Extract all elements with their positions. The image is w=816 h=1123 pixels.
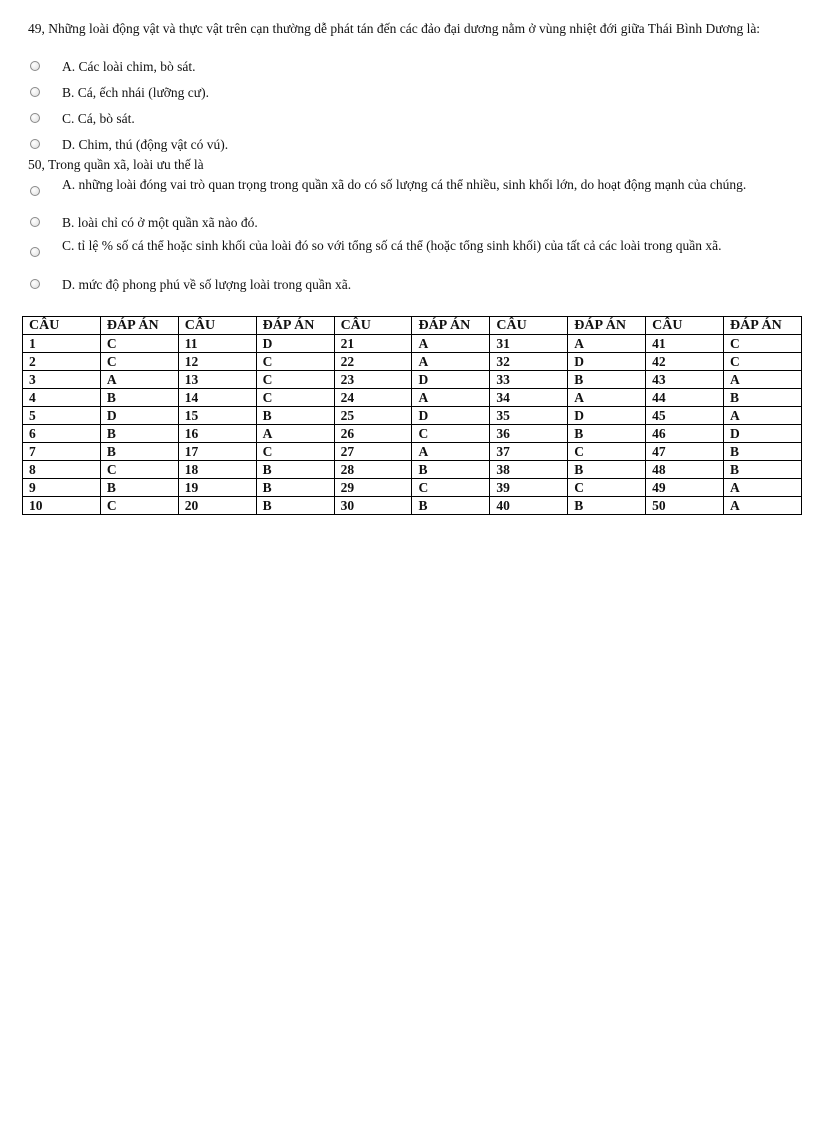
question-number-cell: 40 — [490, 497, 568, 515]
question-number-cell: 41 — [646, 335, 724, 353]
question-number-cell: 45 — [646, 407, 724, 425]
option-label: C. tỉ lệ % số cá thể hoặc sinh khối của loài đó so với tổng số cá thể (hoặc tổng sinh khối) của tất cả các loài trong quần xã. — [62, 238, 722, 253]
table-row — [23, 443, 802, 461]
answer-cell: D — [568, 353, 646, 371]
answer-cell: C — [724, 335, 802, 353]
question-number-cell: 36 — [490, 425, 568, 443]
answer-cell: B — [568, 497, 646, 515]
answer-cell: C — [412, 479, 490, 497]
question-number-cell: 44 — [646, 389, 724, 407]
question-number-cell: 35 — [490, 407, 568, 425]
question-number-cell: 13 — [178, 371, 256, 389]
question-number-cell: 23 — [334, 371, 412, 389]
question-number-cell: 5 — [23, 407, 101, 425]
question-number-cell: 32 — [490, 353, 568, 371]
answer-cell: C — [568, 443, 646, 461]
question-number-cell: 22 — [334, 353, 412, 371]
radio-button-icon[interactable] — [30, 247, 40, 257]
question-number-cell: 3 — [23, 371, 101, 389]
answer-cell: B — [100, 479, 178, 497]
question-number-cell: 43 — [646, 371, 724, 389]
question-number-cell: 21 — [334, 335, 412, 353]
question-50-stem: 50, Trong quần xã, loài ưu thế là — [28, 157, 204, 172]
table-row — [23, 425, 802, 443]
answer-cell: B — [412, 461, 490, 479]
question-number-cell: 26 — [334, 425, 412, 443]
question-number-cell: 7 — [23, 443, 101, 461]
question-number-cell: 37 — [490, 443, 568, 461]
header-cell: CÂU — [490, 317, 568, 335]
option-label: B. loài chỉ có ở một quần xã nào đó. — [62, 215, 258, 230]
answer-cell: B — [724, 443, 802, 461]
answer-cell: A — [100, 371, 178, 389]
answer-cell: C — [256, 389, 334, 407]
answer-cell: C — [100, 335, 178, 353]
answer-cell: C — [256, 353, 334, 371]
answer-cell: A — [412, 443, 490, 461]
question-number-cell: 28 — [334, 461, 412, 479]
answer-cell: C — [256, 371, 334, 389]
answer-cell: D — [724, 425, 802, 443]
answer-cell: B — [100, 443, 178, 461]
answer-cell: B — [100, 389, 178, 407]
table-row — [23, 407, 802, 425]
question-number-cell: 8 — [23, 461, 101, 479]
question-49-stem: 49, Những loài động vật và thực vật trên cạn thường dễ phát tán đến các đảo đại dương nằm ở vùng nhiệt đới giữa Thái Bình Dương là: — [28, 21, 761, 36]
answer-cell: A — [724, 371, 802, 389]
radio-button-icon[interactable] — [30, 61, 40, 71]
question-number-cell: 34 — [490, 389, 568, 407]
header-cell: ĐÁP ÁN — [568, 317, 646, 335]
answer-cell: B — [256, 479, 334, 497]
table-row — [23, 353, 802, 371]
question-number-cell: 25 — [334, 407, 412, 425]
answer-cell: C — [256, 443, 334, 461]
question-number-cell: 4 — [23, 389, 101, 407]
radio-button-icon[interactable] — [30, 217, 40, 227]
question-number-cell: 49 — [646, 479, 724, 497]
question-number-cell: 27 — [334, 443, 412, 461]
answer-cell: D — [256, 335, 334, 353]
question-number-cell: 29 — [334, 479, 412, 497]
answer-cell: D — [412, 371, 490, 389]
table-row — [23, 497, 802, 515]
question-number-cell: 46 — [646, 425, 724, 443]
question-number-cell: 6 — [23, 425, 101, 443]
question-number-cell: 18 — [178, 461, 256, 479]
table-row — [23, 335, 802, 353]
answer-key-table — [22, 316, 802, 515]
header-cell: ĐÁP ÁN — [412, 317, 490, 335]
question-number-cell: 9 — [23, 479, 101, 497]
header-cell: CÂU — [178, 317, 256, 335]
question-number-cell: 24 — [334, 389, 412, 407]
answer-cell: B — [724, 389, 802, 407]
answer-cell: B — [568, 371, 646, 389]
radio-button-icon[interactable] — [30, 279, 40, 289]
header-cell: ĐÁP ÁN — [100, 317, 178, 335]
question-number-cell: 48 — [646, 461, 724, 479]
answer-cell: A — [412, 353, 490, 371]
table-header-row — [23, 317, 802, 335]
answer-cell: B — [568, 461, 646, 479]
answer-cell: B — [256, 407, 334, 425]
question-number-cell: 38 — [490, 461, 568, 479]
answer-cell: A — [412, 335, 490, 353]
answer-cell: C — [724, 353, 802, 371]
question-number-cell: 15 — [178, 407, 256, 425]
question-number-cell: 12 — [178, 353, 256, 371]
answer-cell: A — [724, 497, 802, 515]
answer-cell: C — [100, 353, 178, 371]
question-number-cell: 10 — [23, 497, 101, 515]
question-number-cell: 30 — [334, 497, 412, 515]
header-cell: ĐÁP ÁN — [724, 317, 802, 335]
option-label: B. Cá, ếch nhái (lưỡng cư). — [62, 85, 209, 100]
answer-cell: C — [412, 425, 490, 443]
answer-cell: A — [412, 389, 490, 407]
question-number-cell: 16 — [178, 425, 256, 443]
question-number-cell: 1 — [23, 335, 101, 353]
question-number-cell: 2 — [23, 353, 101, 371]
option-label: A. những loài đóng vai trò quan trọng trong quần xã do có số lượng cá thể nhiều, sinh khối lớn, do hoạt động mạnh của chúng. — [62, 177, 747, 192]
question-number-cell: 14 — [178, 389, 256, 407]
radio-button-icon[interactable] — [30, 139, 40, 149]
answer-cell: B — [724, 461, 802, 479]
answer-cell: B — [256, 497, 334, 515]
answer-cell: D — [100, 407, 178, 425]
question-number-cell: 11 — [178, 335, 256, 353]
question-number-cell: 17 — [178, 443, 256, 461]
answer-cell: A — [568, 335, 646, 353]
answer-cell: B — [568, 425, 646, 443]
answer-cell: A — [256, 425, 334, 443]
answer-cell: C — [568, 479, 646, 497]
table-row — [23, 371, 802, 389]
option-label: D. Chim, thú (động vật có vú). — [62, 137, 229, 152]
question-number-cell: 31 — [490, 335, 568, 353]
answer-cell: D — [568, 407, 646, 425]
answer-cell: B — [412, 497, 490, 515]
answer-cell: B — [256, 461, 334, 479]
question-number-cell: 39 — [490, 479, 568, 497]
radio-button-icon[interactable] — [30, 186, 40, 196]
header-cell: CÂU — [334, 317, 412, 335]
header-cell: CÂU — [23, 317, 101, 335]
question-number-cell: 47 — [646, 443, 724, 461]
question-number-cell: 42 — [646, 353, 724, 371]
radio-button-icon[interactable] — [30, 113, 40, 123]
option-label: C. Cá, bò sát. — [62, 111, 135, 126]
answer-cell: C — [100, 497, 178, 515]
table-row — [23, 461, 802, 479]
header-cell: CÂU — [646, 317, 724, 335]
radio-button-icon[interactable] — [30, 87, 40, 97]
answer-table-body — [23, 335, 802, 515]
answer-cell: B — [100, 425, 178, 443]
question-number-cell: 50 — [646, 497, 724, 515]
question-number-cell: 19 — [178, 479, 256, 497]
answer-cell: A — [568, 389, 646, 407]
answer-cell: A — [724, 479, 802, 497]
header-cell: ĐÁP ÁN — [256, 317, 334, 335]
answer-cell: A — [724, 407, 802, 425]
answer-cell: D — [412, 407, 490, 425]
table-row — [23, 389, 802, 407]
answer-cell: C — [100, 461, 178, 479]
option-label: D. mức độ phong phú về số lượng loài trong quần xã. — [62, 277, 352, 292]
table-row — [23, 479, 802, 497]
question-number-cell: 20 — [178, 497, 256, 515]
question-number-cell: 33 — [490, 371, 568, 389]
option-label: A. Các loài chim, bò sát. — [62, 59, 196, 74]
